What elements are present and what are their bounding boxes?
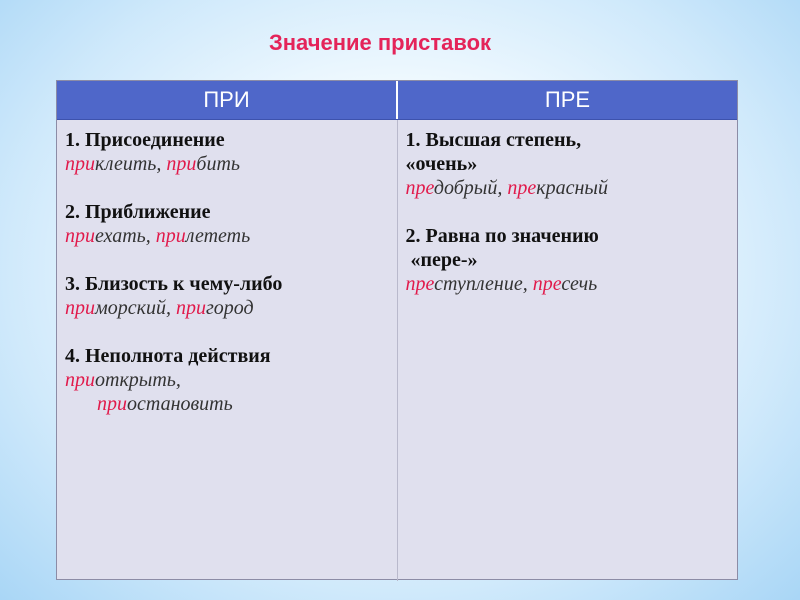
list-item [65, 128, 391, 176]
column-pri [57, 120, 397, 581]
word-prefix: пре [405, 273, 435, 295]
example-line [65, 152, 391, 176]
slide-title: Значение приставок [268, 30, 492, 55]
list-item [406, 224, 732, 296]
word-root: сечь [561, 273, 598, 295]
column-pre [397, 120, 738, 581]
word-root: бить [196, 153, 241, 175]
header-pre: ПРЕ [396, 81, 737, 119]
item-title: «очень» [405, 153, 478, 175]
item-title: 1. Высшая степень, [405, 129, 582, 151]
example-words [406, 176, 732, 200]
prefix-table [56, 80, 738, 580]
word-prefix: при [65, 153, 95, 175]
item-title: 2. Равна по значению [405, 225, 599, 247]
word-root: лететь [185, 225, 251, 247]
word-root: остановить [127, 393, 233, 415]
word-root: город [206, 297, 254, 319]
word-root: морский [95, 297, 166, 319]
word-root: ехать [95, 225, 146, 247]
example-line [65, 368, 391, 392]
example-line [406, 176, 732, 200]
table-header-row [57, 81, 737, 120]
word-prefix: при [155, 225, 186, 247]
list-item [406, 128, 732, 200]
example-words [65, 152, 391, 176]
word-separator: , [166, 297, 176, 319]
example-words [65, 368, 391, 416]
example-words [406, 272, 732, 296]
word-prefix: пре [405, 177, 434, 199]
item-title: «пере-» [405, 249, 478, 271]
word-separator: , [175, 369, 181, 391]
item-title: 2. Приближение [65, 201, 211, 223]
example-words [65, 224, 391, 248]
example-line [65, 296, 391, 320]
word-prefix: при [65, 297, 95, 319]
table-body-row [57, 120, 737, 581]
word-prefix: при [166, 153, 197, 175]
example-line [65, 392, 391, 416]
word-separator: , [156, 153, 167, 175]
example-line [406, 272, 732, 296]
item-title: 4. Неполнота действия [65, 345, 271, 367]
word-prefix: при [65, 369, 95, 391]
item-title: 1. Присоединение [65, 129, 225, 151]
word-root: добрый [433, 177, 498, 199]
word-prefix: при [65, 225, 95, 247]
list-item [65, 344, 391, 416]
word-separator: , [522, 273, 533, 295]
list-item [65, 200, 391, 248]
word-root: красный [536, 177, 608, 199]
header-pri: ПРИ [203, 87, 250, 112]
word-root: клеить [95, 153, 157, 175]
word-separator: , [145, 225, 156, 247]
word-prefix: при [176, 297, 206, 319]
example-words [65, 296, 391, 320]
word-separator: , [497, 177, 508, 199]
example-line [65, 224, 391, 248]
list-item [65, 272, 391, 320]
word-prefix: пре [532, 273, 562, 295]
word-root: открыть [95, 369, 176, 391]
word-prefix: пре [507, 177, 537, 199]
item-title: 3. Близость к чему-либо [65, 273, 283, 295]
word-root: ступление [434, 273, 523, 295]
word-prefix: при [97, 393, 127, 415]
